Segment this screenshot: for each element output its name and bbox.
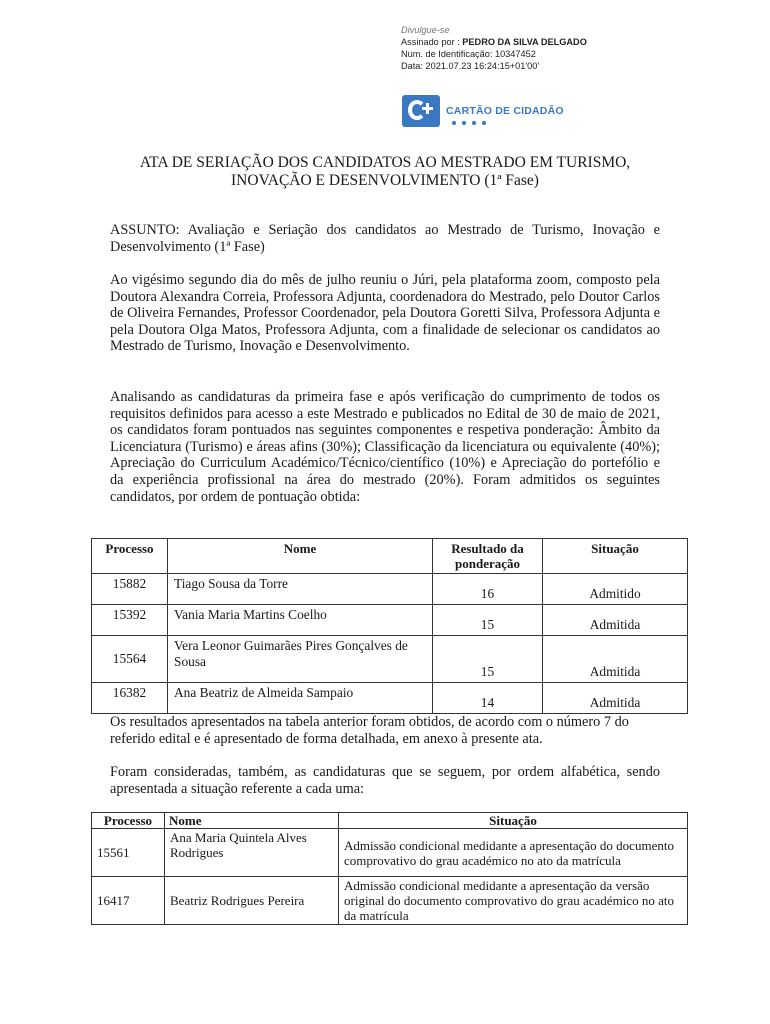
cell-resultado: 15 (433, 605, 543, 636)
digital-signature-stamp (401, 24, 587, 72)
paragraph-analise: Analisando as candidaturas da primeira fase e após verificação do cumprimento de todos os requisitos definidos para acesso a este Mestrado e publicados no Edital de 30 de maio de 2021, os candidatos foram pontuados nas seguintes componentes e respetiva ponderação: Âmbito da Licenciatura (Turismo) e áreas afins (30%); Classificação da licenciatura ou equivalente (40%); Apreciação do Curriculum Académico/Técnico/científico (10%) e Apreciação do portefólio e da experiência profissional na área do mestrado (20%). Foram admitidos os seguintes candidatos, por ordem de pontuação obtida: (110, 389, 660, 505)
header-resultado: Resultado da ponderação (433, 539, 543, 574)
table-header-row (92, 539, 688, 574)
cell-nome: Ana Maria Quintela Alves Rodrigues (165, 829, 339, 877)
cell-resultado: 15 (433, 636, 543, 683)
cell-nome: Beatriz Rodrigues Pereira (165, 877, 339, 925)
cc-logo-icon (402, 95, 440, 127)
title-line-1: ATA DE SERIAÇÃO DOS CANDIDATOS AO MESTRADO EM TURISMO, (139, 154, 631, 171)
signature-signer (401, 36, 587, 48)
paragraph-assunto: ASSUNTO: Avaliação e Seriação dos candidatos ao Mestrado de Turismo, Inovação e Desenvolvimento (1ª Fase) (110, 222, 660, 255)
table-row (92, 636, 688, 683)
header-processo: Processo (92, 539, 168, 574)
cartao-de-cidadao-logo (402, 95, 564, 127)
cell-processo: 15392 (92, 605, 168, 636)
signature-date: Data: 2021.07.23 16:24:15+01'00' (401, 61, 540, 71)
table-row (92, 829, 688, 877)
header-processo: Processo (92, 813, 165, 829)
cell-processo: 15882 (92, 574, 168, 605)
table-row (92, 877, 688, 925)
cell-processo: 16417 (92, 877, 165, 925)
cell-nome: Ana Beatriz de Almeida Sampaio (168, 683, 433, 714)
document-title (60, 154, 710, 190)
header-situacao: Situação (339, 813, 688, 829)
cell-resultado: 14 (433, 683, 543, 714)
conditional-candidates-table (91, 812, 688, 925)
admitted-candidates-table (91, 538, 688, 714)
cell-processo: 15564 (92, 636, 168, 683)
cell-situacao: Admitida (543, 636, 688, 683)
cc-logo-dots (452, 121, 486, 125)
header-situacao: Situação (543, 539, 688, 574)
title-line-2: INOVAÇÃO E DESENVOLVIMENTO (1ª Fase) (231, 172, 539, 189)
table-row (92, 605, 688, 636)
cell-situacao: Admitida (543, 683, 688, 714)
cell-processo: 15561 (92, 829, 165, 877)
paragraph-consideradas: Foram consideradas, também, as candidaturas que se seguem, por ordem alfabética, sendo apresentada a situação referente a cada uma: (110, 764, 660, 797)
signature-id: Num. de Identificação: 10347452 (401, 49, 536, 59)
cell-situacao: Admissão condicional medidante a apresentação do documento comprovativo do grau académico no ato da matrícula (339, 829, 688, 877)
cell-situacao: Admitido (543, 574, 688, 605)
cell-resultado: 16 (433, 574, 543, 605)
header-nome: Nome (168, 539, 433, 574)
signer-name: PEDRO DA SILVA DELGADO (462, 37, 587, 47)
cell-situacao: Admitida (543, 605, 688, 636)
cc-logo-text: CARTÃO DE CIDADÃO (446, 105, 564, 117)
paragraph-intro: Ao vigésimo segundo dia do mês de julho reuniu o Júri, pela plataforma zoom, composto pela Doutora Alexandra Correia, Professora Adjunta, coordenadora do Mestrado, pelo Doutor Carlos de Oliveira Fernandes, Professor Coordenador, pela Doutora Goretti Silva, Professora Adjunta e pela Doutora Olga Matos, Professora Adjunta, com a finalidade de selecionar os candidatos ao Mestrado de Turismo, Inovação e Desenvolvimento. (110, 272, 660, 355)
table-row (92, 683, 688, 714)
table-header-row (92, 813, 688, 829)
signature-header: Divulgue-se (401, 25, 450, 35)
header-nome: Nome (165, 813, 339, 829)
cell-nome: Tiago Sousa da Torre (168, 574, 433, 605)
signer-label: Assinado por : (401, 37, 460, 47)
cell-processo: 16382 (92, 683, 168, 714)
paragraph-resultados: Os resultados apresentados na tabela anterior foram obtidos, de acordo com o número 7 do referido edital e é apresentado de forma detalhada, em anexo à presente ata. (110, 714, 629, 747)
cell-situacao: Admissão condicional medidante a apresentação da versão original do documento comprovativo do grau académico no ato da matrícula (339, 877, 688, 925)
cell-nome: Vania Maria Martins Coelho (168, 605, 433, 636)
table-row (92, 574, 688, 605)
cell-nome: Vera Leonor Guimarães Pires Gonçalves de Sousa (168, 636, 433, 683)
